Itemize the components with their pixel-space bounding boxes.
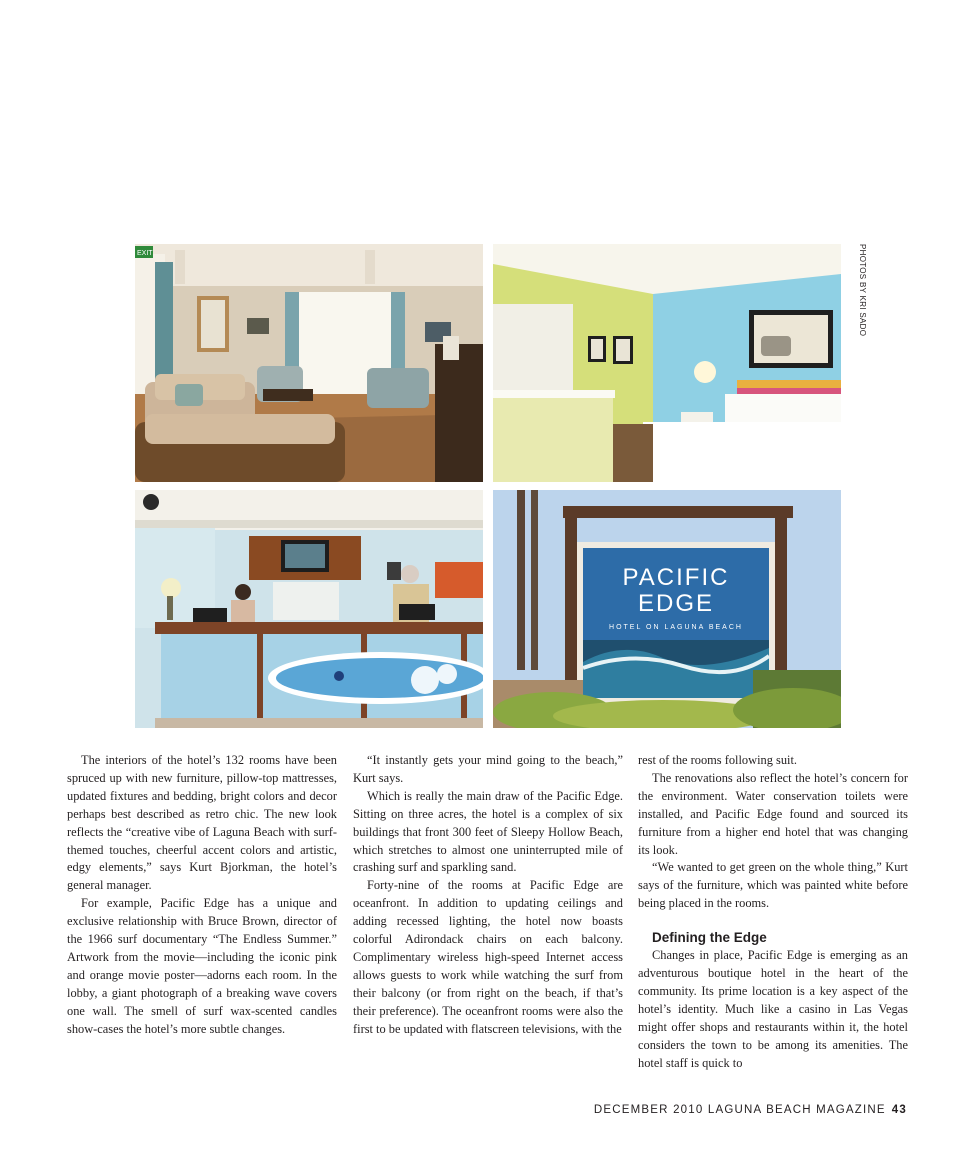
folio-text: DECEMBER 2010 LAGUNA BEACH MAGAZINE: [593, 1104, 886, 1116]
photo-living-room: [135, 244, 483, 482]
exit-sign-text: EXIT: [137, 250, 153, 257]
article-paragraph: Which is really the main draw of the Pacific Edge. Sitting on three acres, the hotel is a complex of six buildings that front 300 feet of Sleepy Hollow Beach, which stretches to almost one uninterrupted mile of crashing surf and sparkling sand.: [353, 788, 623, 875]
sign-subtitle: HOTEL ON LAGUNA BEACH: [609, 624, 743, 631]
article-column-1: [67, 752, 337, 1039]
sign-title-line2: EDGE: [637, 590, 715, 617]
article-subhead: Defining the Edge: [652, 930, 767, 946]
photo-credit: PHOTOS BY KRI SADO: [858, 244, 867, 337]
article-column-3: [638, 752, 908, 1073]
article-paragraph: The renovations also reflect the hotel’s concern for the environment. Water conservation toilets were installed, and Pacific Edge found and sourced its furniture from a higher end hotel that was changing its look.: [638, 770, 908, 857]
article-paragraph: For example, Pacific Edge has a unique and exclusive relationship with Bruce Brown, director of the 1966 surf documentary “The Endless Summer.” Artwork from the movie—including the iconic pink and orange movie poster—adorns each room. In the lobby, a giant photograph of a breaking wave covers one wall. The smell of surf wax-scented candles show-cases the hotel’s more subtle changes.: [67, 896, 337, 1036]
article-paragraph: Changes in place, Pacific Edge is emerging as an adventurous boutique hotel in the heart of the community. Its prime location is a key aspect of the hotel’s identity. Much like a casino in Las Vegas might offer shops and restaurants within it, the hotel considers the town to be among its amenities. The hotel staff is quick to: [638, 948, 908, 1070]
article-paragraph: “We wanted to get green on the whole thing,” Kurt says of the furniture, which was painted white before being placed in the rooms.: [638, 860, 908, 911]
photo-lobby-reception: [135, 490, 483, 728]
article-paragraph: “It instantly gets your mind going to the beach,” Kurt says.: [353, 753, 623, 785]
sign-title-line1: PACIFIC: [622, 564, 730, 591]
article-paragraph: Forty-nine of the rooms at Pacific Edge are oceanfront. In addition to updating ceilings and adding recessed lighting, the hotel now boasts colorful Adirondack chairs on each balcony. Complimentary wireless high-speed Internet access allows guests to work while watching the surf from their balcony (or from right on the beach, if that’s their preference). The oceanfront rooms were also the first to be updated with flatscreen televisions, with the: [353, 878, 623, 1036]
article-paragraph: The interiors of the hotel’s 132 rooms have been spruced up with new furniture, pillow-top mattresses, updated fixtures and bedding, bright colors and decor perhaps best described as retro chic. The new look reflects the “creative vibe of Laguna Beach with surf-themed touches, cheerful accent colors and artistic, edgy elements,” says Kurt Bjorkman, the hotel’s general manager.: [67, 753, 337, 893]
page-folio: [594, 1104, 907, 1116]
page-number: 43: [891, 1104, 907, 1116]
article-column-2: [353, 752, 623, 1039]
photo-hotel-sign: [493, 490, 841, 728]
article-paragraph-continuation: rest of the rooms following suit.: [638, 753, 797, 767]
photo-guest-room: [493, 244, 841, 482]
